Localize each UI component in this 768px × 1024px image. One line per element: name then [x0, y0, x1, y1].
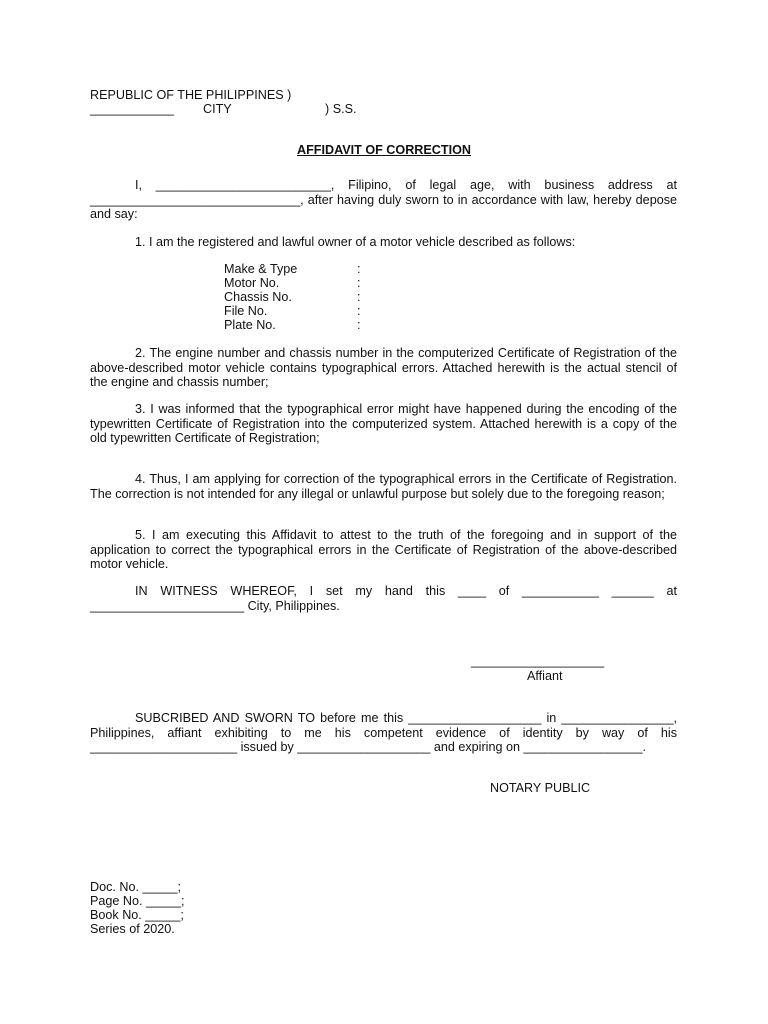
field-colon: :: [357, 304, 361, 318]
series: Series of 2020.: [90, 922, 175, 936]
paragraph-1-text: 1. I am the registered and lawful owner of a motor vehicle described as follows:: [135, 235, 576, 249]
jurat-paragraph: [90, 711, 677, 755]
ss-label: ) S.S.: [325, 102, 357, 116]
vehicle-fields: [224, 262, 361, 332]
book-no: Book No. _____;: [90, 908, 184, 922]
vehicle-field-motor-no: [224, 276, 361, 290]
doc-no: Doc. No. _____;: [90, 880, 182, 894]
republic-line: REPUBLIC OF THE PHILIPPINES ): [90, 88, 292, 102]
field-label: Plate No.: [224, 318, 276, 332]
city-word: CITY: [203, 102, 232, 116]
vehicle-field-make-type: [224, 262, 361, 276]
field-label: Motor No.: [224, 276, 280, 290]
page-no: Page No. _____;: [90, 894, 185, 908]
paragraph-3: [90, 402, 677, 446]
affiant-signature-line: ___________________: [471, 654, 605, 668]
vehicle-field-plate-no: [224, 318, 361, 332]
field-label: Make & Type: [224, 262, 298, 276]
vehicle-field-chassis-no: [224, 290, 361, 304]
field-label: File No.: [224, 304, 268, 318]
paragraph-2-text: 2. The engine number and chassis number in the computerized Certificate of Registration of the above-described motor vehicle contains typographical errors. Attached herewith is the actual stencil of the engine and chassis number;: [90, 346, 677, 389]
intro-paragraph: [90, 178, 677, 222]
paragraph-4: [90, 472, 677, 501]
jurat-text: SUBCRIBED AND SWORN TO before me this ___________________ in ________________, Philippines, affiant exhibiting to me his competent evidence of identity by way of his _____________________ issued by ___________________ and expiring on _________________.: [90, 711, 677, 754]
paragraph-2: [90, 346, 677, 390]
document-title: AFFIDAVIT OF CORRECTION: [297, 143, 471, 157]
paragraph-5-text: 5. I am executing this Affidavit to attest to the truth of the foregoing and in support of the application to correct the typographical errors in the Certificate of Registration of the above-described motor vehicle.: [90, 528, 677, 571]
field-colon: :: [357, 262, 361, 276]
paragraph-4-text: 4. Thus, I am applying for correction of the typographical errors in the Certificate of Registration. The correction is not intended for any illegal or unlawful purpose but solely due to the foregoing reason;: [90, 472, 677, 501]
witness-text: IN WITNESS WHEREOF, I set my hand this ____ of ___________ ______ at ______________________ City, Philippines.: [90, 584, 677, 613]
witness-paragraph: [90, 584, 677, 613]
field-colon: :: [357, 290, 361, 304]
affiant-label: Affiant: [527, 669, 563, 683]
field-colon: :: [357, 276, 361, 290]
paragraph-1: [90, 235, 677, 250]
field-label: Chassis No.: [224, 290, 292, 304]
city-blank: ____________: [90, 102, 175, 116]
intro-text: I, _________________________, Filipino, of legal age, with business address at ______________________________, after having duly sworn to in accordance with law, hereby depose and say:: [90, 178, 677, 221]
notary-public-label: NOTARY PUBLIC: [490, 781, 591, 795]
field-colon: :: [357, 318, 361, 332]
vehicle-field-file-no: [224, 304, 361, 318]
paragraph-5: [90, 528, 677, 572]
paragraph-3-text: 3. I was informed that the typographical error might have happened during the encoding of the typewritten Certificate of Registration into the computerized system. Attached herewith is a copy of the old typewritten Certificate of Registration;: [90, 402, 677, 445]
